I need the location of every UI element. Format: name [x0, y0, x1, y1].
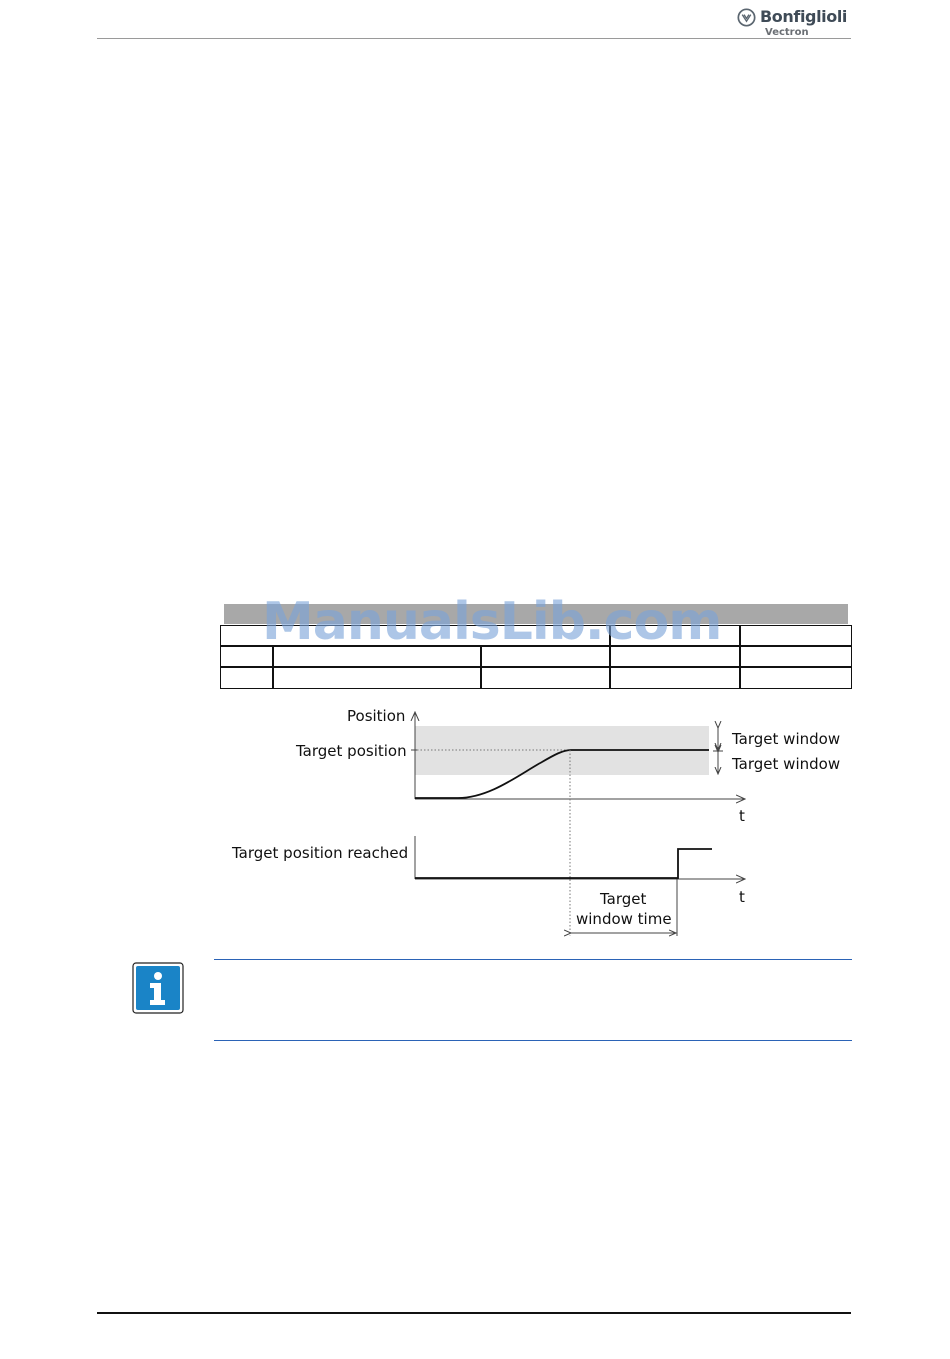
- window-time-label-line1: Target: [600, 890, 647, 908]
- target-window-diagram: [220, 700, 860, 950]
- time-axis-label-top: t: [739, 807, 745, 825]
- time-axis-label-bottom: t: [739, 888, 745, 906]
- header-divider: [97, 38, 851, 39]
- info-icon: [132, 962, 184, 1014]
- target-position-label: Target position: [296, 742, 407, 760]
- note-divider-top: [214, 959, 852, 960]
- bonfiglioli-logo: [736, 4, 854, 40]
- footer-divider: [97, 1312, 851, 1314]
- brand-name: Bonfiglioli: [760, 7, 848, 26]
- table-row-divider: [221, 666, 851, 668]
- target-reached-label: Target position reached: [232, 844, 409, 862]
- window-time-label-line2: window time: [576, 910, 672, 928]
- watermark: ManualsLib.com: [262, 592, 722, 652]
- table-col-divider: [739, 626, 741, 688]
- target-window-lower-label: Target window: [732, 755, 841, 773]
- position-axis-label: Position: [347, 707, 406, 725]
- note-divider-bottom: [214, 1040, 852, 1041]
- logo-mark-icon: [737, 8, 756, 27]
- target-window-upper-label: Target window: [732, 730, 841, 748]
- target-reached-signal: [415, 849, 712, 878]
- sub-brand-name: Vectron: [765, 27, 809, 38]
